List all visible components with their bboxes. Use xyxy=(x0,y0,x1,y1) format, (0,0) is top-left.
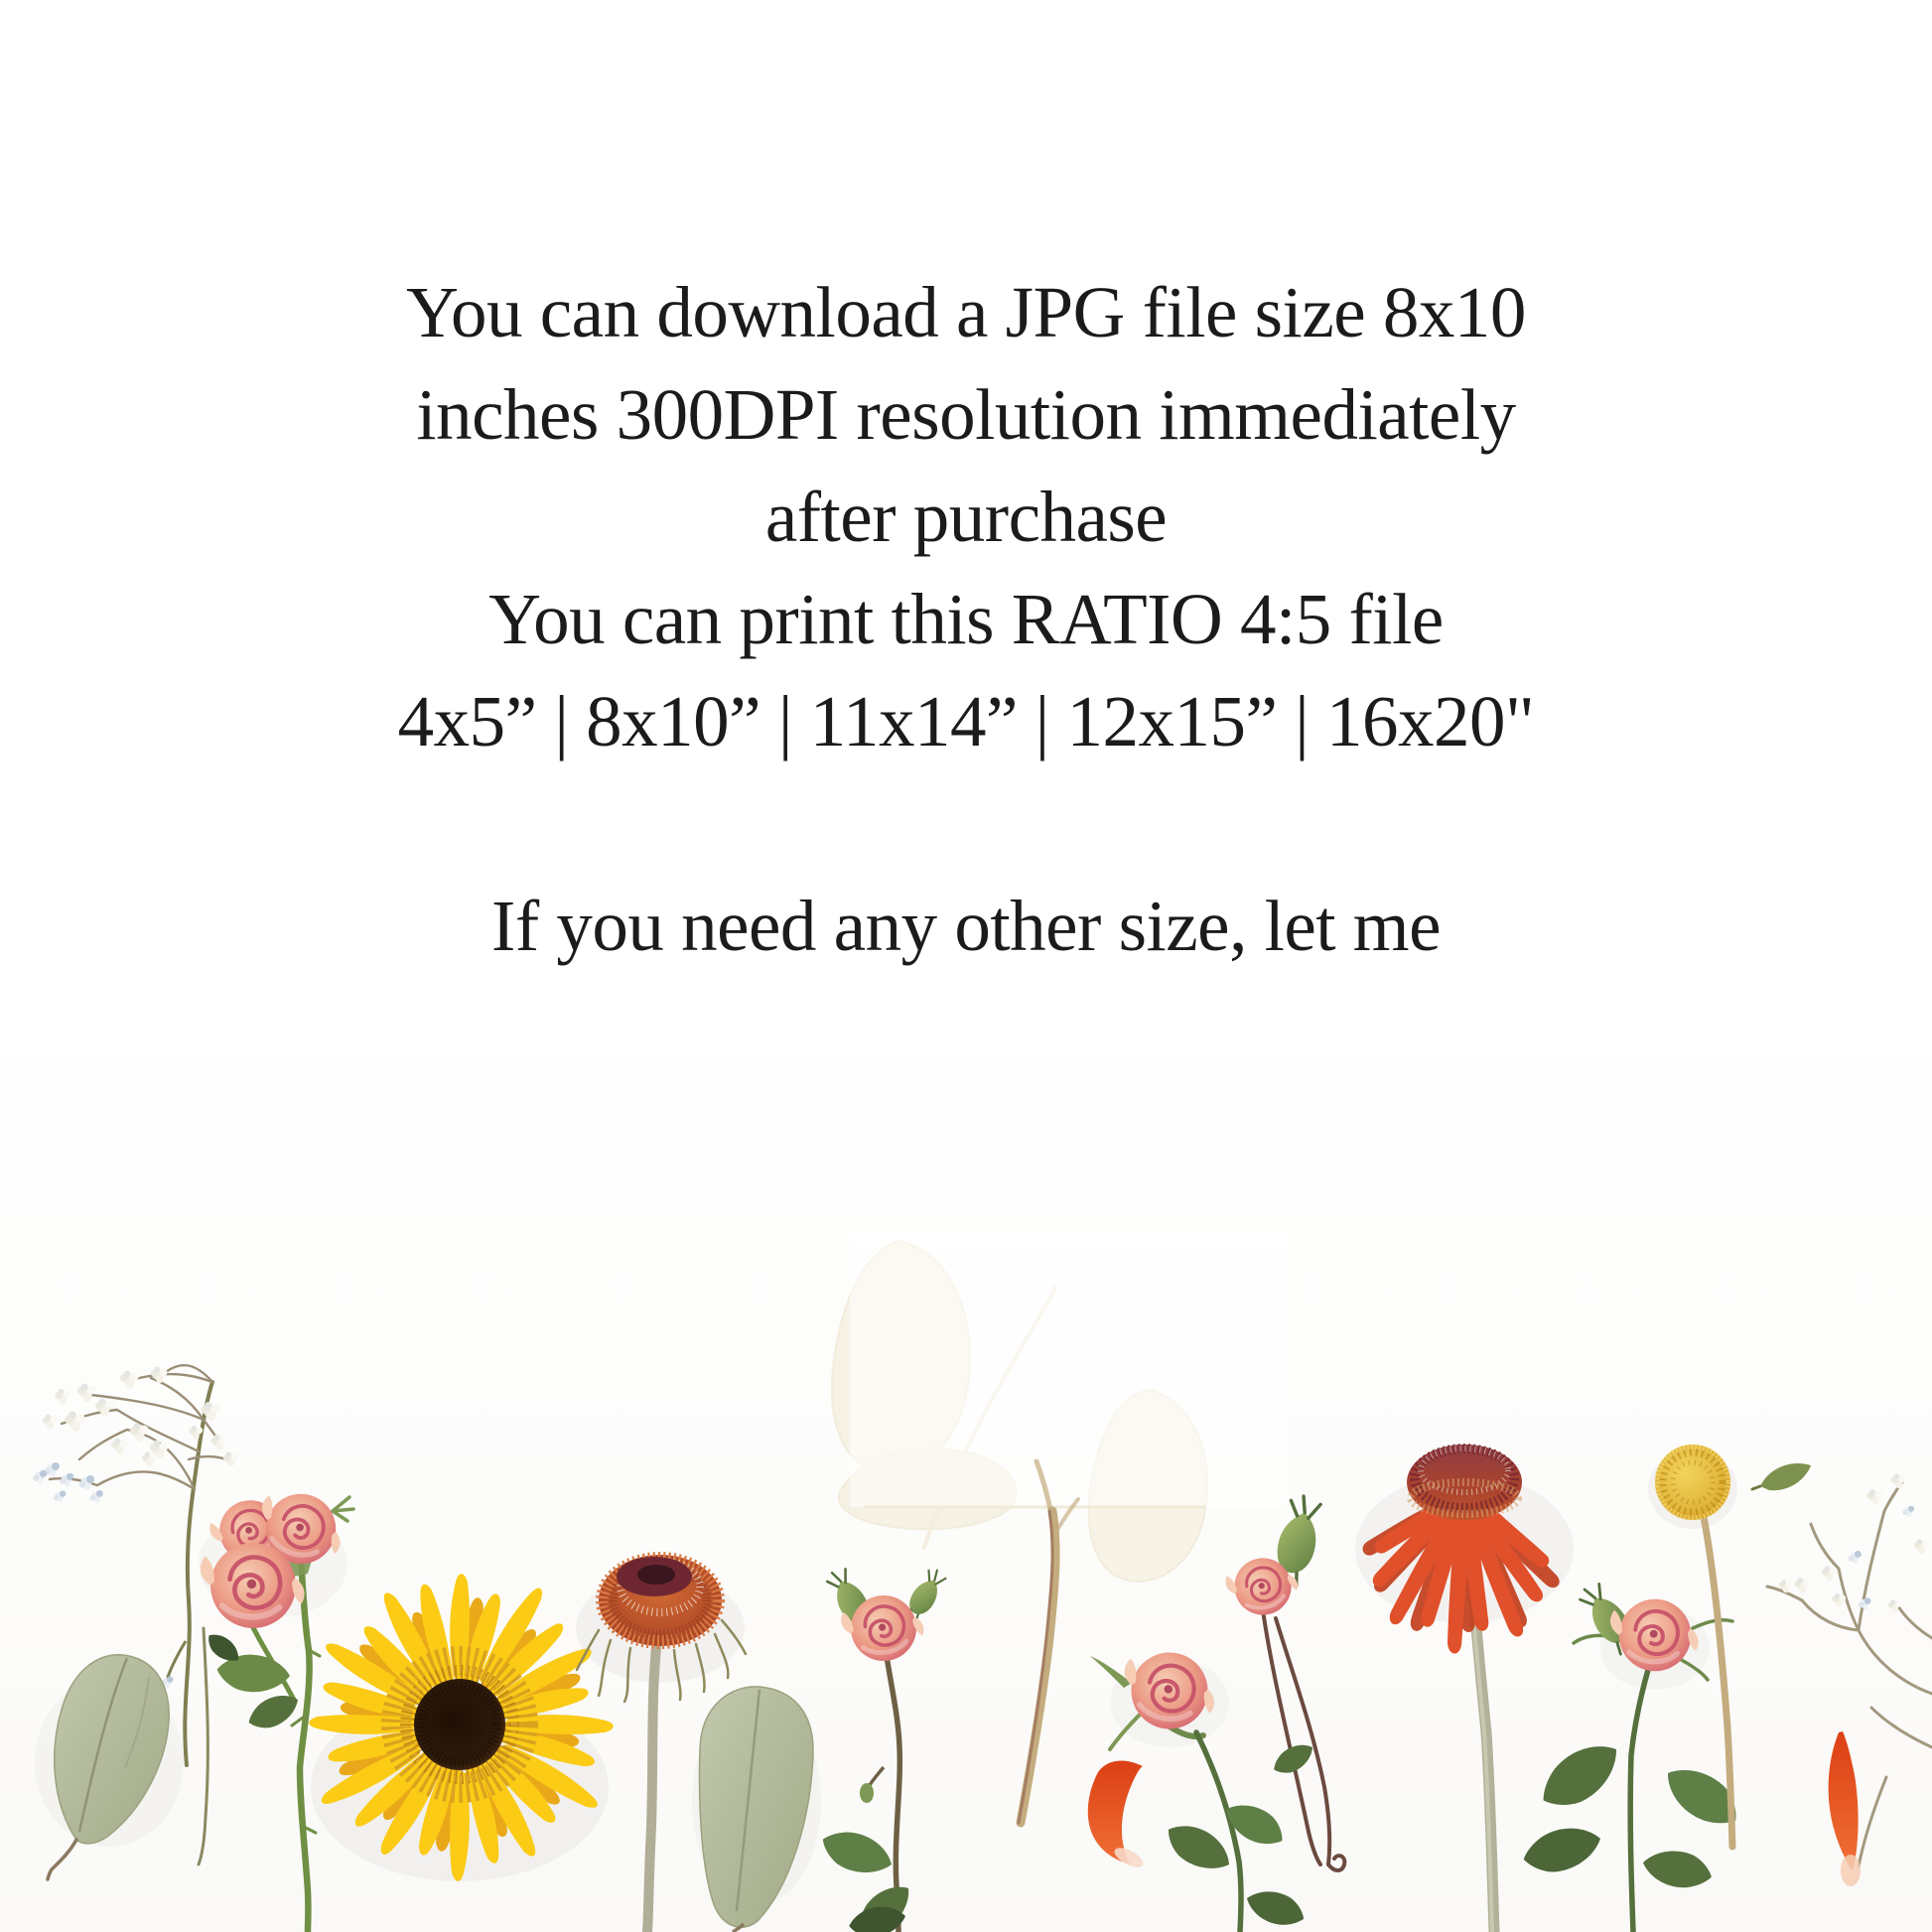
download-info-line: You can download a JPG file size 8x10 xyxy=(406,272,1526,352)
print-sizes-line: 4x5” | 8x10” | 11x14” | 12x15” | 16x20" xyxy=(397,681,1535,761)
print-ratio-line: You can print this RATIO 4:5 file xyxy=(488,579,1444,659)
dried-flowers-photo xyxy=(0,993,1932,1932)
orange-petal-middle xyxy=(1088,1760,1147,1870)
download-info-text xyxy=(0,261,1932,772)
dried-rose-right xyxy=(1519,1580,1748,1932)
download-info-line: inches 300DPI resolution immediately xyxy=(416,374,1516,455)
custom-size-line: If you need any other size, let me xyxy=(491,886,1441,966)
eucalyptus-leaf-middle xyxy=(700,1687,814,1932)
orange-petal-right xyxy=(1829,1731,1861,1886)
small-green-leaf xyxy=(1752,1463,1811,1490)
dried-rose-middle xyxy=(816,1565,949,1932)
download-info-line: after purchase xyxy=(764,477,1168,557)
